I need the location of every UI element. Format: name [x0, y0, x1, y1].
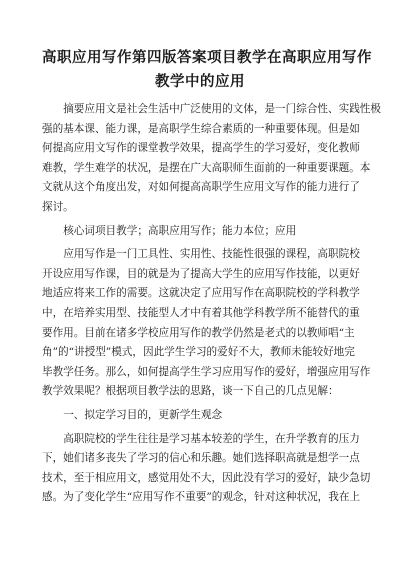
keywords-paragraph	[42, 222, 358, 242]
intro-paragraph	[42, 245, 371, 402]
section-line: 技术，至于相应用文，感觉用处不大，因此没有学习的爱好，缺少急切	[42, 471, 371, 484]
intro-line: 应用写作是一门工具性、实用性、技能性很强的课程，高职院校	[63, 248, 360, 261]
section-paragraph	[42, 430, 371, 508]
intro-line: 角”的“讲授型”模式，因此学生学习的爱好不大，教师未能较好地完	[42, 346, 355, 359]
title-line-1: 高职应用写作第四版答案项目教学在高职应用写作	[42, 49, 372, 66]
section-line: 感。为了变化学生“应用写作不重要”的观念，针对这种状况，我在上	[42, 491, 361, 504]
abstract-line: 摘要应用文是社会生活中广泛使用的文体，是一门综合性、实践性极	[63, 103, 381, 115]
section-heading: 一、拟定学习目的，更新学生观念	[63, 408, 223, 421]
abstract-line: 难教，学生难学的状况，是摆在广大高职师生面前的一种重要课题。本	[42, 161, 371, 174]
document-title	[42, 46, 372, 94]
abstract-line: 文就从这个角度出发，对如何提高高职学生应用文写作的能力进行了	[42, 181, 360, 194]
section-heading-paragraph	[42, 406, 358, 426]
intro-line: 教学效果呢？根据项目教学法的思路，谈一下自己的几点见解：	[42, 385, 339, 398]
intro-line: 毕教学任务。那么，如何提高学生学习应用写作的爱好，增强应用写作	[42, 365, 371, 378]
intro-line: 开设应用写作课，目的就是为了提高大学生的应用写作技能，以更好	[42, 267, 360, 280]
title-line-2: 教学中的应用	[155, 73, 245, 90]
abstract-paragraph	[42, 100, 381, 218]
keywords-line: 核心词项目教学；高职应用写作；能力本位；应用	[63, 224, 297, 237]
abstract-line: 强的基本课、能力课，是高职学生综合素质的一种重要体现。但是如	[42, 122, 360, 135]
intro-line: 地适应将来工作的需要。这就决定了应用写作在高职院校的学科教学	[42, 287, 360, 300]
abstract-line: 探讨。	[42, 200, 74, 213]
abstract-line: 何提高应用文写作的课堂教学效果，提高学生的学习爱好，变化教师	[42, 142, 360, 155]
intro-line: 要作用。目前在诸多学校应用写作的教学仍然是老式的以教师唱“主	[42, 326, 355, 339]
section-line: 高职院校的学生往往是学习基本较差的学生，在升学教育的压力	[63, 432, 360, 445]
section-line: 下，她们诸多丧失了学习的信心和乐趣。她们选择职高就是想学一点	[42, 452, 360, 465]
intro-line: 中，在培养实用型、技能型人才中有着其他学科教学所不能替代的重	[42, 306, 360, 319]
